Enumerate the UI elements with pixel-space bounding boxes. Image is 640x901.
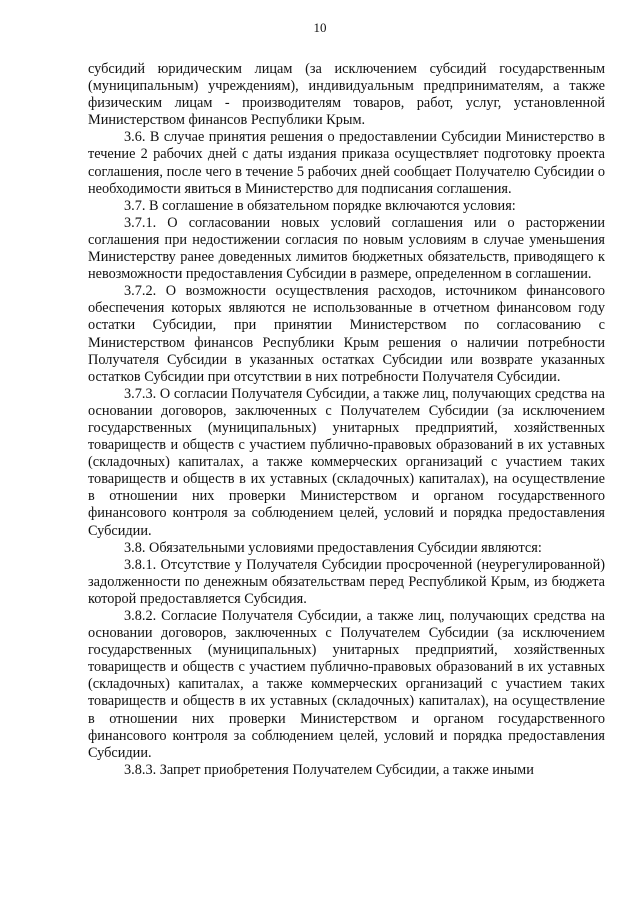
- paragraph-3-6: 3.6. В случае принятия решения о предоставлении Субсидии Министерство в течение 2 рабочих дней с даты издания приказа осуществляет подготовку проекта соглашения, после чего в течение 5 рабочих дней сообщает Получателю Субсидии о необходимости явиться в Министерство для подписания соглашения.: [88, 129, 605, 197]
- paragraph-3-8-1: 3.8.1. Отсутствие у Получателя Субсидии просроченной (неурегулированной) задолженности по денежным обязательствам перед Республикой Крым, из бюджета которой предоставляется Субсидия.: [88, 556, 605, 607]
- paragraph-3-8-3: 3.8.3. Запрет приобретения Получателем Субсидии, а также иными: [124, 761, 534, 778]
- paragraph-3-7-2: 3.7.2. О возможности осуществления расходов, источником финансового обеспечения которых являются не использованные в отчетном финансовом году остатки Субсидии, при принятии Министерством по согласованию с Министерством финансов Республики Крым решения о наличии потребности Получателя Субсидии в указанных остатках Субсидии или возврате указанных остатков Субсидии при отсутствии в них потребности Получателя Субсидии.: [88, 283, 605, 385]
- paragraph-3-8: 3.8. Обязательными условиями предоставления Субсидии являются:: [124, 539, 542, 556]
- paragraph-3-7-3: 3.7.3. О согласии Получателя Субсидии, а также лиц, получающих средства на основании договоров, заключенных с Получателем Субсидии (за исключением государственных (муниципальных) унитарных предприятий, хозяйственных товариществ и обществ с участием публично-правовых образований в их уставных (складочных) капиталах, а также коммерческих организаций с участием таких товариществ и обществ в их уставных (складочных) капиталах), на осуществление в отношении них проверки Министерством и органом государственного финансового контроля за соблюдением целей, условий и порядка предоставления Субсидии.: [88, 385, 605, 539]
- paragraph-3-7: 3.7. В соглашение в обязательном порядке включаются условия:: [124, 197, 516, 214]
- page-number: 10: [313, 20, 327, 35]
- paragraph-3-8-2: 3.8.2. Согласие Получателя Субсидии, а также лиц, получающих средства на основании договоров, заключенных с Получателем Субсидии (за исключением государственных (муниципальных) унитарных предприятий, хозяйственных товариществ и обществ с участием публично-правовых образований в их уставных (складочных) капиталах, а также коммерческих организаций с участием таких товариществ и обществ в их уставных (складочных) капиталах), на осуществление в отношении них проверки Министерством и органом государственного финансового контроля за соблюдением целей, условий и порядка предоставления Субсидии.: [88, 608, 605, 761]
- document-body: [88, 61, 605, 779]
- paragraph-3-7-1: 3.7.1. О согласовании новых условий соглашения или о расторжении соглашения при недостижении согласия по новым условиям в случае уменьшения Министерству ранее доведенных лимитов бюджетных обязательств, приводящего к невозможности предоставления Субсидии в размере, определенном в соглашении.: [88, 214, 605, 283]
- paragraph-subsidy-recipients-continuation: субсидий юридическим лицам (за исключением субсидий государственным (муниципальным) учреждениям), индивидуальным предпринимателям, а также физическим лицам - производителям товаров, работ, услуг, установленной Министерством финансов Республики Крым.: [88, 61, 605, 129]
